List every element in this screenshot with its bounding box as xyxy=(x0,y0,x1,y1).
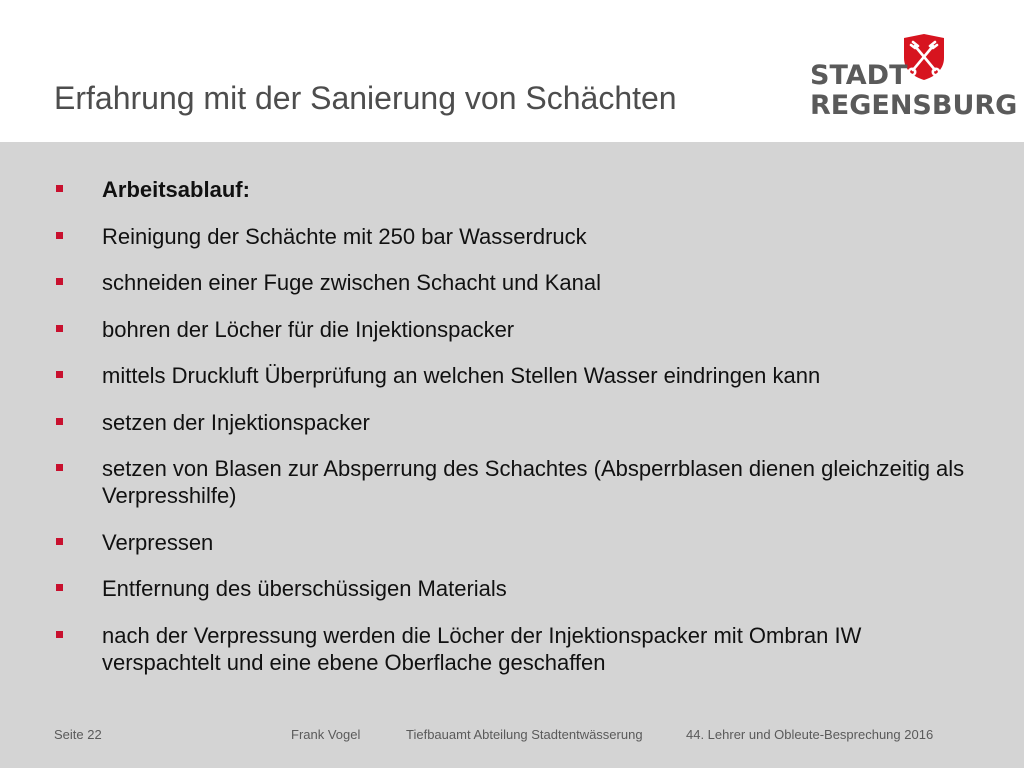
bullet-marker-icon xyxy=(56,631,63,638)
bullet-item xyxy=(54,362,974,389)
stadt-regensburg-logo xyxy=(808,30,1018,121)
bullet-item xyxy=(54,529,974,556)
bullet-marker-icon xyxy=(56,464,63,471)
bullet-item xyxy=(54,269,974,296)
bullet-text: bohren der Löcher für die Injektionspacker xyxy=(102,316,515,342)
bullet-list xyxy=(54,176,974,676)
bullet-text: Arbeitsablauf: xyxy=(102,177,250,202)
footer-page-number: Seite 22 xyxy=(54,727,102,742)
footer-department: Tiefbauamt Abteilung Stadtentwässerung xyxy=(406,727,643,742)
bullet-marker-icon xyxy=(56,278,63,285)
bullet-item xyxy=(54,176,974,203)
bullet-marker-icon xyxy=(56,185,63,192)
bullet-text: Entfernung des überschüssigen Materials xyxy=(102,576,507,601)
bullet-marker-icon xyxy=(56,325,63,332)
bullet-item xyxy=(54,455,974,509)
bullet-text: setzen der Injektionspacker xyxy=(102,409,370,435)
bullet-item xyxy=(54,316,974,343)
footer-event: 44. Lehrer und Obleute-Besprechung 2016 xyxy=(686,727,934,742)
bullet-marker-icon xyxy=(56,232,63,239)
logo-line-stadt: STADT xyxy=(810,60,908,91)
footer-author: Frank Vogel xyxy=(291,727,361,742)
bullet-text: Reinigung der Schächte mit 250 bar Wasserdruck xyxy=(102,223,587,249)
bullet-text: mittels Druckluft Überprüfung an welchen Stellen Wasser eindringen kann xyxy=(102,363,821,388)
bullet-marker-icon xyxy=(56,418,63,425)
slide-footer xyxy=(0,727,1024,747)
bullet-text: nach der Verpressung werden die Löcher der Injektionspacker mit Ombran IW verspachtelt und eine ebene Oberflache geschaffen xyxy=(102,622,862,675)
bullet-marker-icon xyxy=(56,584,63,591)
slide-header xyxy=(0,0,1024,142)
bullet-item xyxy=(54,409,974,436)
slide-content xyxy=(54,176,974,695)
bullet-text: schneiden einer Fuge zwischen Schacht und Kanal xyxy=(102,270,601,295)
bullet-marker-icon xyxy=(56,538,63,545)
bullet-item xyxy=(54,622,974,676)
slide-title: Erfahrung mit der Sanierung von Schächten xyxy=(54,80,677,116)
bullet-text: setzen von Blasen zur Absperrung des Schachtes (Absperrblasen dienen gleichzeitig als Verpresshilfe) xyxy=(102,456,965,508)
bullet-marker-icon xyxy=(56,371,63,378)
bullet-item xyxy=(54,223,974,250)
bullet-item xyxy=(54,575,974,602)
logo-line-regensburg: REGENSBURG xyxy=(810,90,1018,121)
bullet-text: Verpressen xyxy=(102,529,214,555)
